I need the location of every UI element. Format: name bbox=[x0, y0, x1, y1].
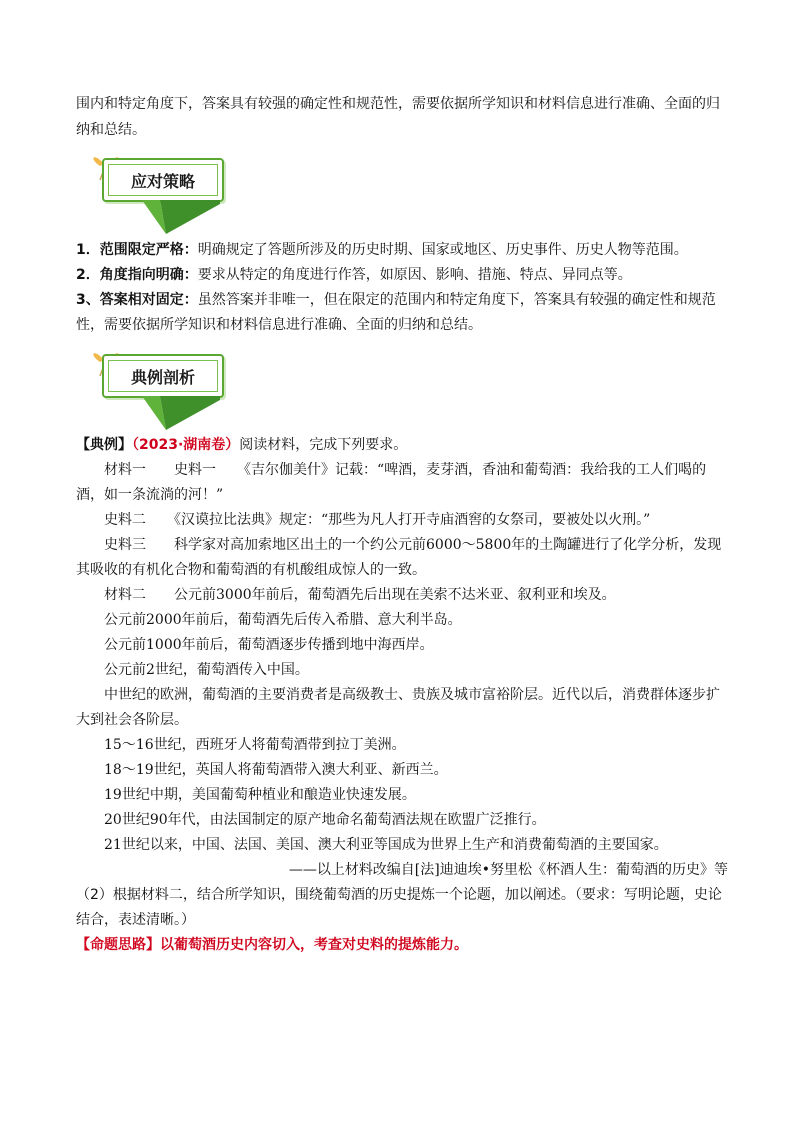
strategy-text: 明确规定了答题所涉及的历史时期、国家或地区、历史事件、历史人物等范围。 bbox=[197, 242, 688, 258]
strategy-lead: 2．角度指向明确： bbox=[76, 267, 198, 283]
material-two-line: 20世纪90年代，由法国制定的原产地命名葡萄酒法规在欧盟广泛推行。 bbox=[104, 812, 546, 828]
strategy-item bbox=[76, 238, 728, 263]
example-label: 【典例】 bbox=[76, 437, 132, 453]
strategy-item bbox=[76, 263, 728, 288]
section-banner-example bbox=[82, 346, 232, 436]
example-header bbox=[76, 433, 728, 458]
material-two-line: 19世纪中期，美国葡萄种植业和酿造业快速发展。 bbox=[104, 787, 416, 803]
material-one: 材料一 史料一 《吉尔伽美什》记载：“啤酒，麦芽酒，香油和葡萄酒：我给我的工人们喝的酒，如一条流淌的河！” bbox=[76, 462, 707, 503]
section-banner-strategy bbox=[82, 150, 232, 240]
material-two-line: 公元前2000年前后，葡萄酒先后传入希腊、意大利半岛。 bbox=[104, 612, 462, 628]
banner-ribbon-icon bbox=[102, 396, 220, 430]
strategy-text: 要求从特定的角度进行作答，如原因、影响、措施、特点、异同点等。 bbox=[197, 267, 632, 283]
material-two-line: 材料二 公元前3000年前后，葡萄酒先后出现在美索不达米亚、叙利亚和埃及。 bbox=[104, 587, 616, 603]
strategy-lead: 3、答案相对固定： bbox=[76, 292, 198, 308]
intro-line-1: 围内和特定角度下，答案具有较强的确定性和规范性，需要依据所学知识和材料信息进行准确、全面的归 bbox=[76, 96, 720, 112]
historical-source-three: 史料三 科学家对高加索地区出土的一个约公元前6000～5800年的土陶罐进行了化学分析，发现其吸收的有机化合物和葡萄酒的有机酸组成惊人的一致。 bbox=[76, 537, 722, 578]
material-two-line: 15～16世纪，西班牙人将葡萄酒带到拉丁美洲。 bbox=[104, 737, 406, 753]
strategy-text: 虽然答案并非唯一，但在限定的范围内和特定角度下，答案具有较强的确定性和规范性，需要依据所学知识和材料信息进行准确、全面的归纳和总结。 bbox=[76, 292, 716, 333]
example-source: （2023·湖南卷） bbox=[132, 437, 240, 453]
section-title: 应对策略 bbox=[108, 164, 218, 196]
strategy-item bbox=[76, 288, 728, 338]
section-title: 典例剖析 bbox=[108, 360, 218, 392]
material-two-line: 公元前2世纪，葡萄酒传入中国。 bbox=[104, 662, 309, 678]
strategy-lead: 1．范围限定严格： bbox=[76, 242, 198, 258]
material-citation: ——以上材料改编自[法]迪迪埃•努里松《杯酒人生：葡萄酒的历史》等 bbox=[288, 862, 728, 878]
historical-source-two: 史料二 《汉谟拉比法典》规定：“那些为凡人打开寺庙酒窖的女祭司，要被处以火刑。” bbox=[104, 512, 651, 528]
material-two-medieval: 中世纪的欧洲，葡萄酒的主要消费者是高级教士、贵族及城市富裕阶层。近代以后，消费群体逐步扩大到社会各阶层。 bbox=[76, 687, 720, 728]
example-instruction: 阅读材料，完成下列要求。 bbox=[239, 437, 408, 453]
question-text: （2）根据材料二，结合所学知识，围绕葡萄酒的历史提炼一个论题，加以阐述。（要求：写明论题，史论结合，表述清晰。） bbox=[76, 887, 722, 928]
material-two-line: 公元前1000年前后，葡萄酒逐步传播到地中海西岸。 bbox=[104, 637, 434, 653]
banner-box bbox=[102, 354, 224, 398]
material-two-line: 18～19世纪，英国人将葡萄酒带入澳大利亚、新西兰。 bbox=[104, 762, 448, 778]
intro-line-2: 纳和总结。 bbox=[76, 122, 146, 138]
question-idea: 【命题思路】以葡萄酒历史内容切入，考查对史料的提炼能力。 bbox=[76, 937, 468, 953]
banner-box bbox=[102, 158, 224, 202]
material-two-line: 21世纪以来，中国、法国、美国、澳大利亚等国成为世界上生产和消费葡萄酒的主要国家。 bbox=[104, 837, 668, 853]
banner-ribbon-icon bbox=[102, 200, 220, 234]
